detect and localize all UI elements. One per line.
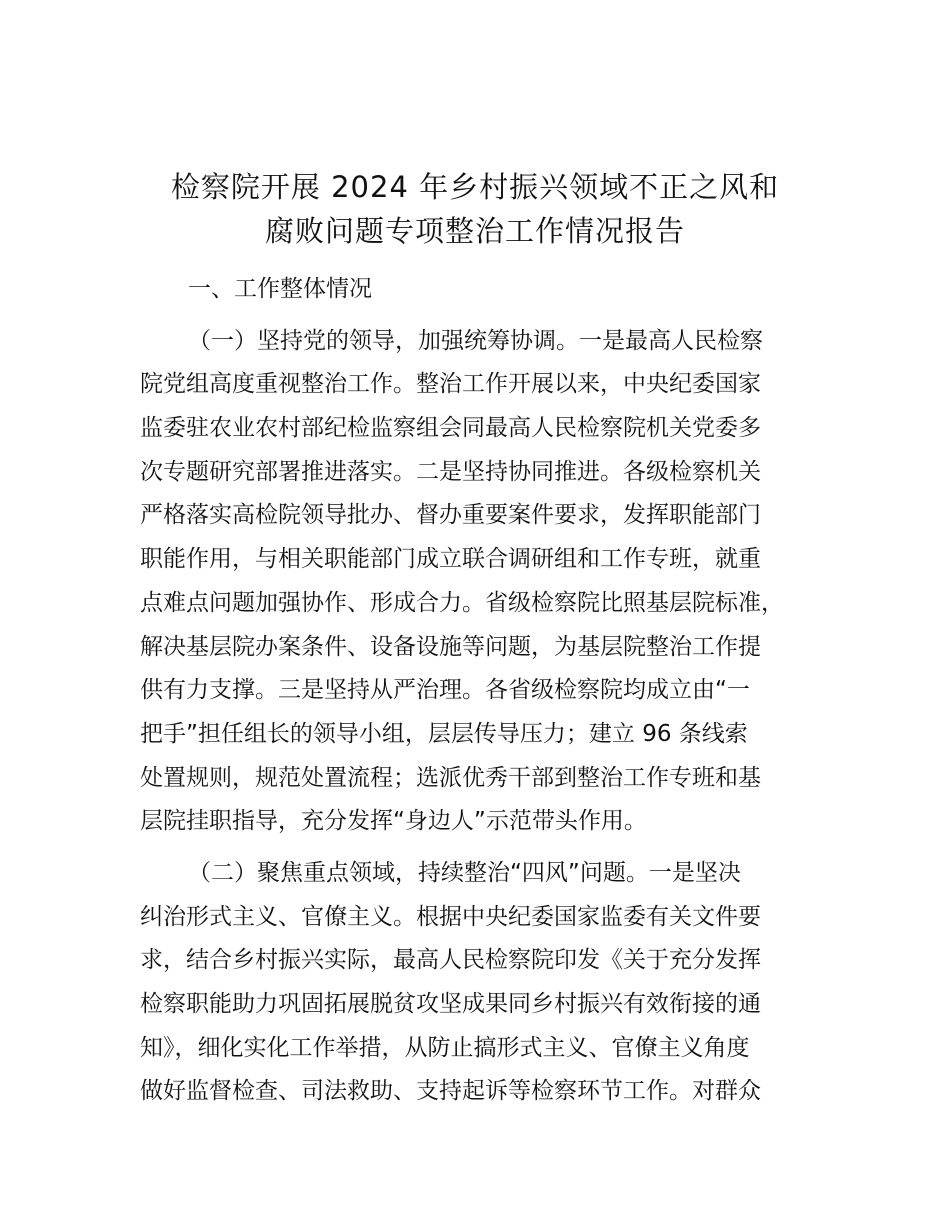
document-title — [120, 165, 830, 253]
title-line-1: 检察院开展 2024 年乡村振兴领域不正之风和 — [170, 170, 780, 204]
paragraph-line: 纠治形式主义、官僚主义。根据中央纪委国家监委有关文件要 — [140, 903, 761, 930]
paragraph-line: 知》，细化实化工作举措，从防止搞形式主义、官僚主义角度 — [140, 1034, 750, 1061]
paragraph-line: 把手”担任组长的领导小组，层层传导压力；建立 96 条线索 — [140, 720, 748, 747]
paragraph-2 — [140, 852, 840, 1114]
title-line-2: 腐败问题专项整治工作情况报告 — [264, 214, 685, 248]
paragraph-line: （一）坚持党的领导，加强统筹协调。一是最高人民检察 — [188, 327, 763, 354]
section-heading: 一、工作整体情况 — [188, 276, 372, 302]
paragraph-line: 次专题研究部署推进落实。二是坚持协同推进。各级检察机关 — [140, 458, 761, 485]
paragraph-line: 供有力支撑。三是坚持从严治理。各省级检察院均成立由“一 — [140, 677, 750, 704]
paragraph-line: 解决基层院办案条件、设备设施等问题，为基层院整治工作提 — [140, 633, 761, 660]
paragraph-line: 求，结合乡村振兴实际，最高人民检察院印发《关于充分发挥 — [140, 947, 761, 974]
paragraph-line: 职能作用，与相关职能部门成立联合调研组和工作专班，就重 — [140, 546, 761, 573]
paragraph-line: 检察职能助力巩固拓展脱贫攻坚成果同乡村振兴有效衔接的通 — [140, 991, 761, 1017]
paragraph-line: 监委驻农业农村部纪检监察组会同最高人民检察院机关党委多 — [140, 415, 761, 442]
paragraph-1 — [140, 320, 840, 844]
paragraph-line: 院党组高度重视整治工作。整治工作开展以来，中央纪委国家 — [140, 371, 761, 398]
paragraph-line: 严格落实高检院领导批办、督办重要案件要求，发挥职能部门 — [140, 502, 761, 529]
paragraph-line: 点难点问题加强协作、形成合力。省级检察院比照基层院标准， — [140, 589, 784, 616]
paragraph-line: （二）聚焦重点领域，持续整治“四风”问题。一是坚决 — [188, 859, 741, 886]
paragraph-line: 层院挂职指导，充分发挥“身边人”示范带头作用。 — [140, 808, 647, 835]
paragraph-line: 做好监督检查、司法救助、支持起诉等检察环节工作。对群众 — [140, 1078, 761, 1105]
document-body — [140, 268, 840, 1114]
paragraph-line: 处置规则，规范处置流程；选派优秀干部到整治工作专班和基 — [140, 764, 761, 791]
